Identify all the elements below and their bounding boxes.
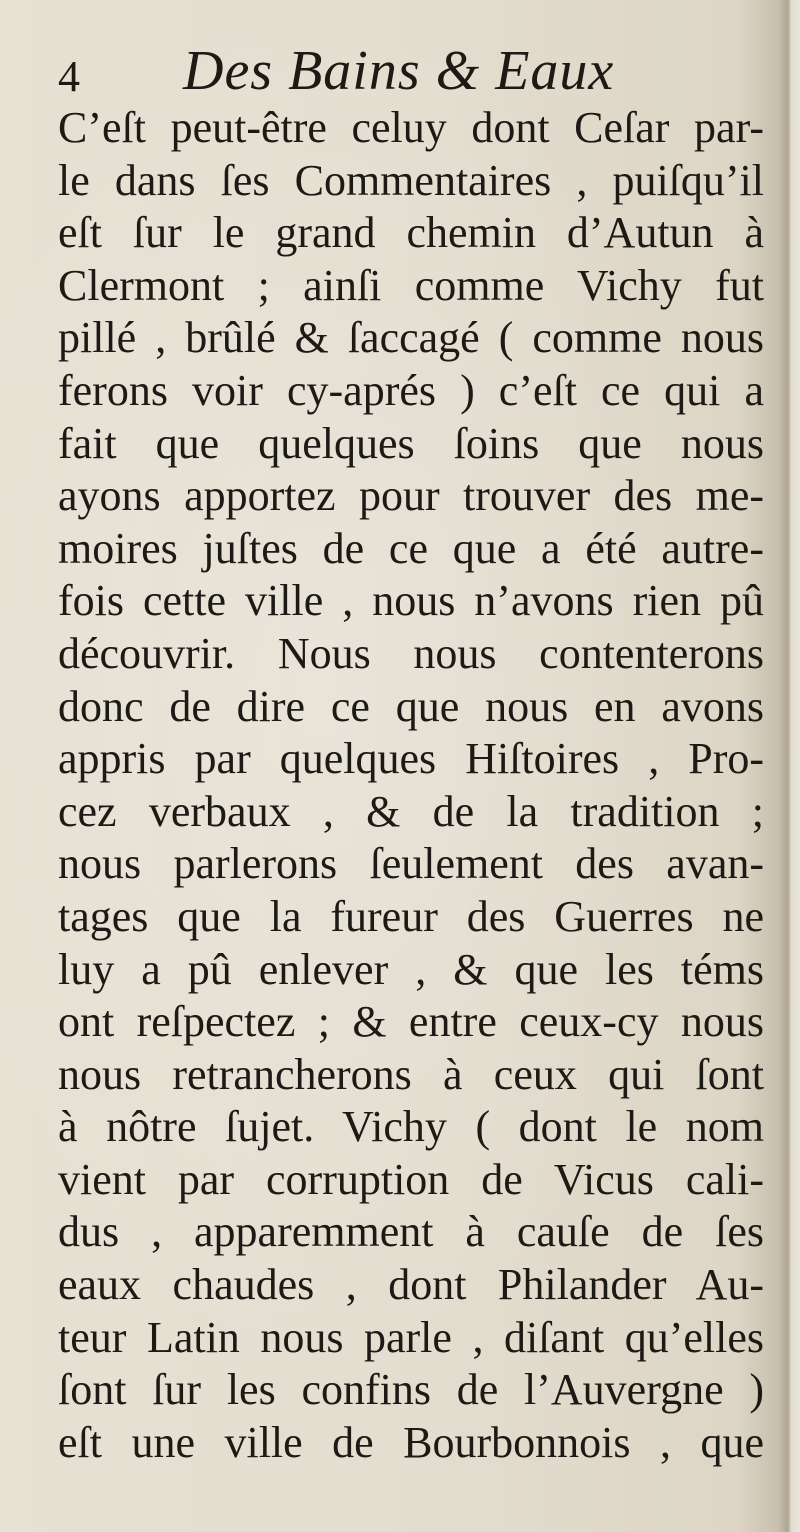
text-line: vient par corruption de Vicus cali- xyxy=(58,1154,764,1204)
text-line: C’eſt peut-être celuy dont Ceſar par- xyxy=(58,103,764,152)
text-line: tages que la fureur des Guerres ne xyxy=(58,891,764,941)
text-line: moires juſtes de ce que a été autre- xyxy=(58,523,764,573)
text-line: ſont ſur les confins de l’Auvergne ) xyxy=(58,1365,764,1415)
text-line: appris par quelques Hiſtoires , Pro- xyxy=(58,734,764,784)
text-line: nous parlerons ſeulement des avan- xyxy=(58,839,764,889)
text-line: eſt une ville de Bourbonnois , que xyxy=(58,1417,764,1467)
text-line: fait que quelques ſoins que nous xyxy=(58,418,764,468)
text-line: eſt ſur le grand chemin d’Autun à xyxy=(58,208,764,258)
text-line: Clermont ; ainſi comme Vichy fut xyxy=(58,260,764,310)
body-text xyxy=(58,102,764,1469)
text-line: cez verbaux , & de la tradition ; xyxy=(58,786,764,836)
text-line: teur Latin nous parle , diſant qu’elles xyxy=(58,1312,764,1362)
text-line: fois cette ville , nous n’avons rien pû xyxy=(58,576,764,626)
text-line: luy a pû enlever , & que les téms xyxy=(58,944,764,994)
text-line: dus , apparemment à cauſe de ſes xyxy=(58,1207,764,1257)
text-line: donc de dire ce que nous en avons xyxy=(58,681,764,731)
running-head xyxy=(58,40,758,102)
text-line: pillé , brûlé & ſaccagé ( comme nous xyxy=(58,313,764,363)
text-line: nous retrancherons à ceux qui ſont xyxy=(58,1049,764,1099)
text-line: le dans ſes Commentaires , puiſqu’il xyxy=(58,155,764,205)
text-line: ont reſpectez ; & entre ceux-cy nous xyxy=(58,997,764,1047)
running-title: Des Bains & Eaux xyxy=(183,40,615,102)
page-edge-shadow xyxy=(778,0,800,1532)
text-line: découvrir. Nous nous contenterons xyxy=(58,628,764,678)
text-line: ayons apportez pour trouver des me- xyxy=(58,471,764,521)
text-line: ferons voir cy-aprés ) c’eſt ce qui a xyxy=(58,365,764,415)
text-line: à nôtre ſujet. Vichy ( dont le nom xyxy=(58,1102,764,1152)
text-line: eaux chaudes , dont Philander Au- xyxy=(58,1260,764,1310)
page-number: 4 xyxy=(58,52,80,101)
